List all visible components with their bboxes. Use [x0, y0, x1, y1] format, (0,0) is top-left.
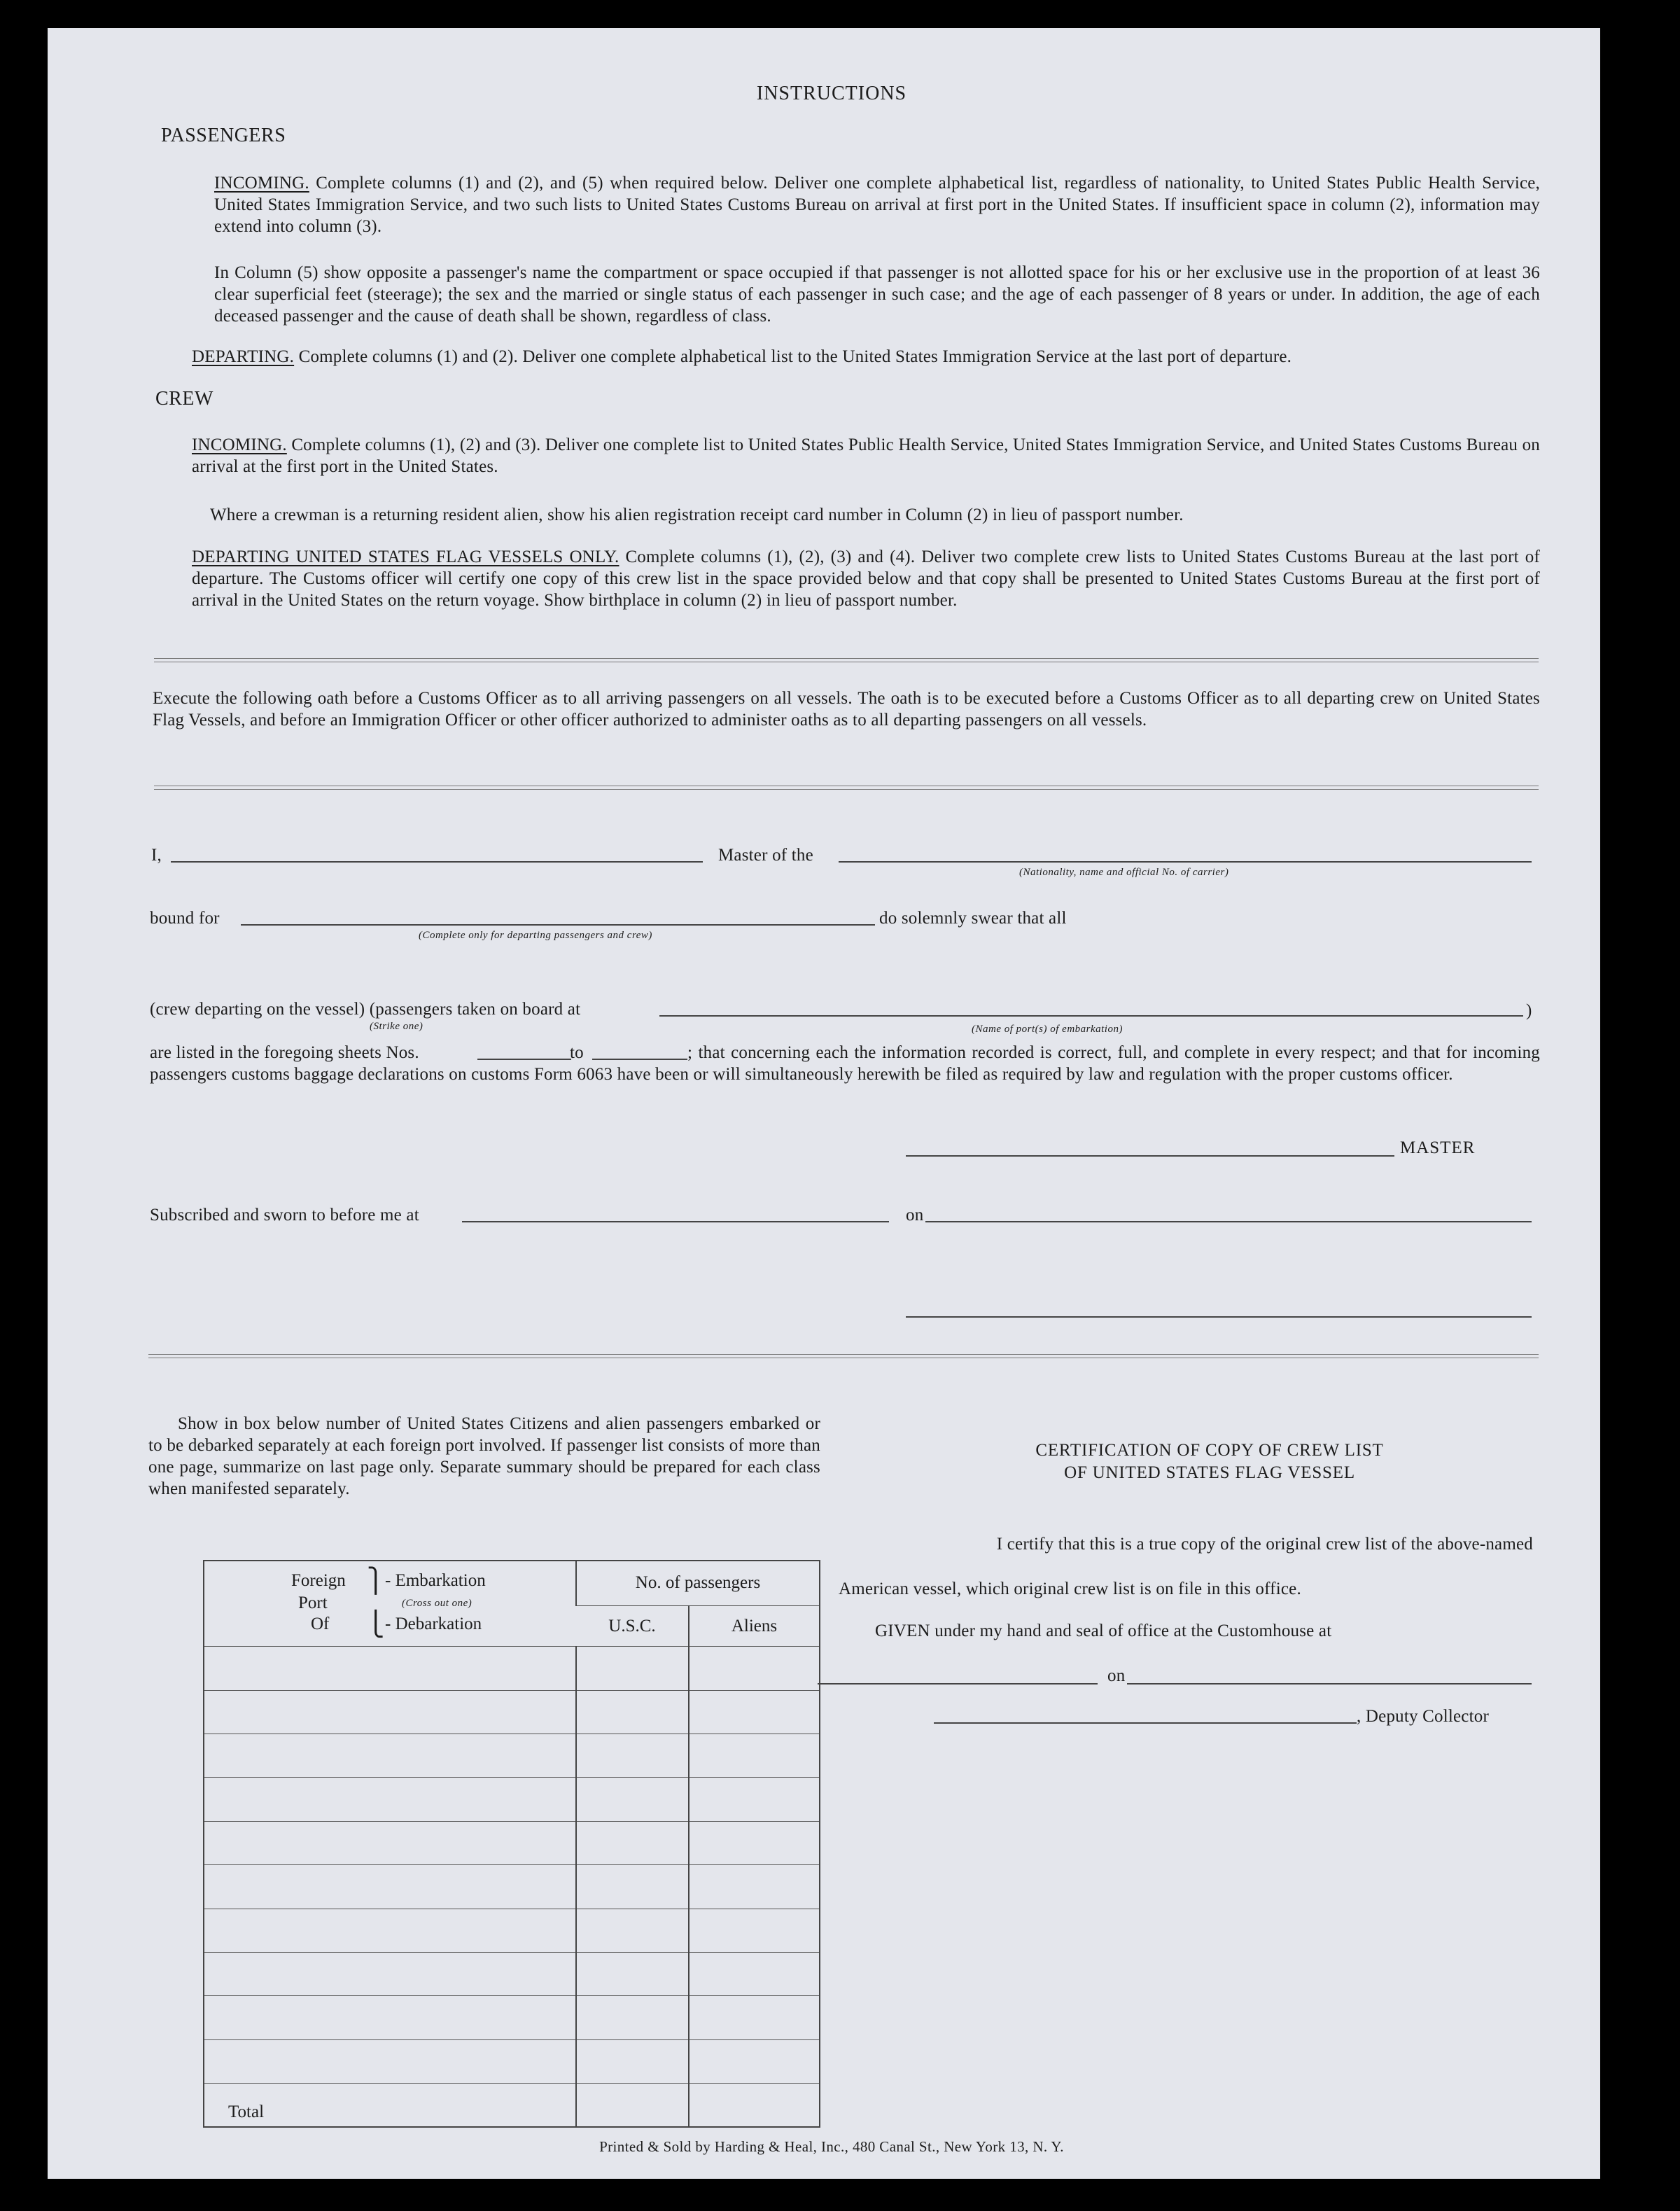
close-paren: ): [1526, 1001, 1532, 1020]
officer-signature-field[interactable]: [906, 1316, 1532, 1318]
passengers-heading: PASSENGERS: [161, 125, 286, 146]
port-cell[interactable]: [204, 1821, 576, 1864]
of-label: Of: [311, 1614, 330, 1633]
bound-for-label: bound for: [150, 909, 220, 928]
nationality-hint: (Nationality, name and official No. of carrier): [1019, 867, 1229, 878]
port-cell[interactable]: [204, 1996, 576, 2039]
total-label: Total: [204, 2084, 576, 2128]
swear-text: do solemnly swear that all: [879, 909, 1067, 928]
aliens-cell[interactable]: [689, 1647, 820, 1690]
embarkation-port-field[interactable]: [659, 1015, 1523, 1017]
aliens-cell[interactable]: [689, 2039, 820, 2083]
vessel-field[interactable]: [839, 861, 1532, 863]
passengers-incoming-text: Complete columns (1) and (2), and (5) when required below. Deliver one complete alphabetical list, regardless of nationality, to United States Public Health Service, United States Immigration Service, and two such lists to United States Customs Bureau on arrival at first port in the United States. If insufficient space in column (2), information may extend into column (3).: [214, 174, 1541, 236]
subscribed-on-label: on: [906, 1206, 924, 1225]
usc-cell[interactable]: [576, 1647, 689, 1690]
port-cell[interactable]: [204, 1690, 576, 1734]
crew-incoming-text: Complete columns (1), (2) and (3). Deliver one complete list to United States Public Health Service, United States Immigration Service, and United States Customs Bureau on arrival at the first port in the United States.: [192, 435, 1541, 476]
form-page: [48, 28, 1600, 2179]
subscribed-date-field[interactable]: [925, 1221, 1532, 1222]
table-row: [204, 1909, 820, 1952]
certify-line1: I certify that this is a true copy of the original crew list of the above-named: [996, 1535, 1533, 1554]
port-cell[interactable]: [204, 1734, 576, 1778]
table-row: [204, 1996, 820, 2039]
oath-i-label: I,: [151, 846, 162, 865]
usc-cell[interactable]: [576, 1865, 689, 1909]
deputy-signature-field[interactable]: [934, 1722, 1357, 1724]
table-row: [204, 1778, 820, 1821]
usc-cell[interactable]: [576, 2039, 689, 2083]
usc-header: U.S.C.: [576, 1605, 689, 1646]
usc-cell[interactable]: [576, 1778, 689, 1821]
cross-out-hint: (Cross out one): [402, 1598, 472, 1609]
table-row: [204, 1734, 820, 1778]
summary-paragraph: Show in box below number of United States Citizens and alien passengers embarked or to be debarked separately at each foreign port involved. If passenger list consists of more than one page, summarize on last page only. Separate summary should be prepared for each class when manifested separately.: [148, 1414, 820, 1498]
usc-total-cell[interactable]: [576, 2084, 689, 2128]
certification-date-field[interactable]: [1127, 1683, 1532, 1685]
aliens-cell[interactable]: [689, 1865, 820, 1909]
debarkation-label[interactable]: - Debarkation: [385, 1614, 482, 1633]
crew-departing-paragraph: [192, 546, 1540, 611]
foreign-port-header: [204, 1561, 576, 1647]
certification-title-line2: OF UNITED STATES FLAG VESSEL: [1064, 1463, 1355, 1482]
master-of-label: Master of the: [718, 846, 813, 865]
total-row: [204, 2084, 820, 2128]
table-row: [204, 1821, 820, 1864]
passengers-column5-paragraph: In Column (5) show opposite a passenger's name the compartment or space occupied if that passenger is not allotted space for his or her exclusive use in the proportion of at least 36 clear superficial feet (steerage); the sex and the married or single status of each passenger in such case; and the age of each passenger of 8 years or under. In addition, the age of each deceased passenger and the cause of death shall be shown, regardless of class.: [214, 263, 1540, 326]
port-cell[interactable]: [204, 1909, 576, 1952]
crew-incoming-label: INCOMING.: [192, 435, 287, 454]
foreign-label: Foreign: [291, 1571, 346, 1590]
certification-title-line1: CERTIFICATION OF COPY OF CREW LIST: [1035, 1441, 1384, 1460]
aliens-cell[interactable]: [689, 1690, 820, 1734]
port-label: Port: [298, 1593, 328, 1612]
passengers-incoming-paragraph: [214, 172, 1540, 237]
page-title: INSTRUCTIONS: [756, 83, 907, 104]
strike-one-hint: (Strike one): [370, 1021, 424, 1032]
table-row: [204, 1690, 820, 1734]
crew-incoming-paragraph: [192, 434, 1540, 477]
bound-for-field[interactable]: [241, 924, 875, 926]
usc-cell[interactable]: [576, 1690, 689, 1734]
customhouse-field[interactable]: [818, 1683, 1098, 1685]
passengers-incoming-label: INCOMING.: [214, 174, 309, 193]
port-cell[interactable]: [204, 1647, 576, 1690]
brace-icon: ⎩: [367, 1612, 385, 1638]
aliens-cell[interactable]: [689, 1952, 820, 1995]
aliens-header: Aliens: [689, 1605, 820, 1646]
aliens-total-cell[interactable]: [689, 2084, 820, 2128]
master-name-field[interactable]: [171, 861, 703, 863]
aliens-cell[interactable]: [689, 1909, 820, 1952]
table-row: [204, 1865, 820, 1909]
passengers-departing-label: DEPARTING.: [192, 347, 295, 366]
listed-rest: ; that concerning each the information recorded is correct, full, and complete in every respect; and that for incoming passengers customs baggage declarations on customs Form 6063 have been or will simultaneously herewith be filed as required by law and regulation with the proper customs officer.: [150, 1043, 1540, 1084]
brace-icon: ⎫: [367, 1568, 385, 1594]
usc-cell[interactable]: [576, 1996, 689, 2039]
passengers-departing-paragraph: [192, 346, 1540, 368]
aliens-cell[interactable]: [689, 1778, 820, 1821]
crew-departing-text: Complete columns (1), (2), (3) and (4). Deliver two complete crew lists to United States Customs Bureau at the last port of departure. The Customs officer will certify one copy of this crew list in the space provided below and that copy shall be presented to United States Customs Bureau at the first port of arrival in the United States on the return voyage. Show birthplace in column (2) in lieu of passport number.: [192, 547, 1540, 610]
port-cell[interactable]: [204, 1865, 576, 1909]
certify-line2: American vessel, which original crew list is on file in this office.: [839, 1579, 1301, 1598]
port-cell[interactable]: [204, 2039, 576, 2083]
section-divider: [154, 786, 1539, 790]
port-cell[interactable]: [204, 1778, 576, 1821]
table-row: [204, 2039, 820, 2083]
aliens-cell[interactable]: [689, 1734, 820, 1778]
printer-footer: Printed & Sold by Harding & Heal, Inc., 480 Canal St., New York 13, N. Y.: [599, 2138, 1064, 2155]
bound-hint: (Complete only for departing passengers and crew): [419, 930, 652, 941]
table-row: [204, 1647, 820, 1690]
subscribed-label: Subscribed and sworn to before me at: [150, 1206, 419, 1225]
passenger-summary-table: [203, 1560, 820, 2128]
deputy-collector-label: , Deputy Collector: [1357, 1707, 1489, 1726]
usc-cell[interactable]: [576, 1952, 689, 1995]
crew-heading: CREW: [155, 388, 214, 410]
listed-to: to: [570, 1043, 584, 1062]
section-divider: [154, 658, 1539, 662]
master-signature-label: MASTER: [1400, 1138, 1476, 1157]
no-passengers-header: No. of passengers: [576, 1561, 820, 1605]
crew-passengers-text: (crew departing on the vessel) (passengers taken on board at: [150, 1000, 581, 1019]
usc-cell[interactable]: [576, 1734, 689, 1778]
subscribed-place-field[interactable]: [462, 1221, 889, 1222]
oath-intro-paragraph: Execute the following oath before a Customs Officer as to all arriving passengers on all vessels. The oath is to be executed before a Customs Officer as to all departing crew on United States Flag Vessels, and before an Immigration Officer or other officer authorized to administer oaths as to all departing passengers on all vessels.: [153, 689, 1540, 730]
crew-departing-label: DEPARTING UNITED STATES FLAG VESSELS ONLY.: [192, 547, 620, 566]
table-row: [204, 1952, 820, 1995]
passengers-departing-text: Complete columns (1) and (2). Deliver one complete alphabetical list to the United States Immigration Service at the last port of departure.: [298, 347, 1292, 366]
master-signature-field[interactable]: [906, 1155, 1394, 1157]
embarkation-label[interactable]: - Embarkation: [385, 1571, 486, 1590]
given-text: GIVEN under my hand and seal of office at the Customhouse at: [875, 1621, 1332, 1640]
listed-prefix: are listed in the foregoing sheets Nos.: [150, 1043, 419, 1062]
usc-cell[interactable]: [576, 1909, 689, 1952]
aliens-cell[interactable]: [689, 1821, 820, 1864]
certification-on-label: on: [1107, 1666, 1126, 1685]
port-hint: (Name of port(s) of embarkation): [972, 1024, 1123, 1035]
port-cell[interactable]: [204, 1952, 576, 1995]
crew-resident-paragraph: Where a crewman is a returning resident alien, show his alien registration receipt card number in Column (2) in lieu of passport number.: [210, 505, 1184, 524]
section-divider: [148, 1354, 1539, 1358]
aliens-cell[interactable]: [689, 1996, 820, 2039]
usc-cell[interactable]: [576, 1821, 689, 1864]
